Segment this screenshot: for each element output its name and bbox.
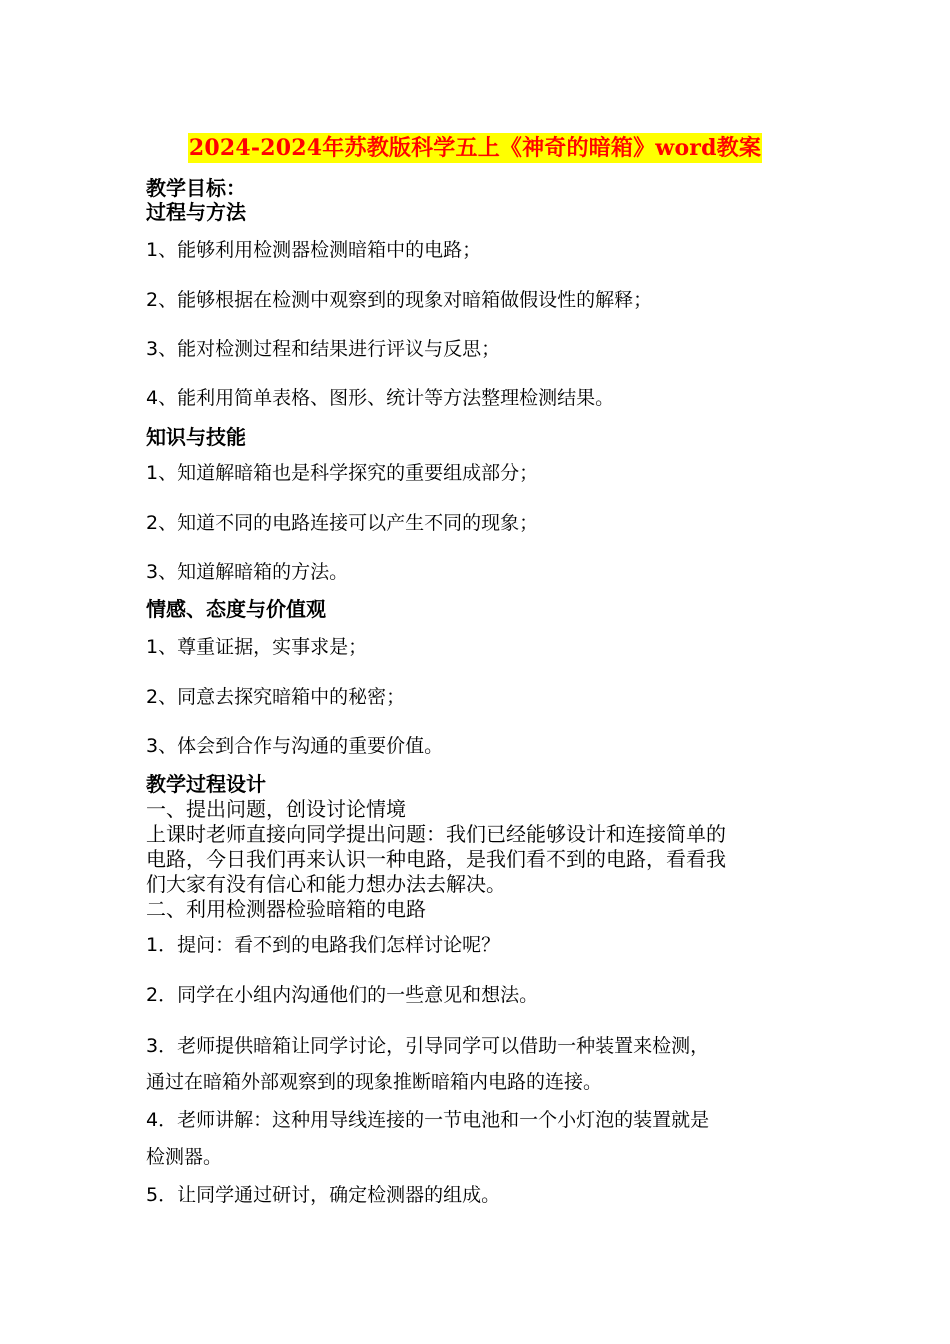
knowledge-skill-item: 3、知道解暗箱的方法。: [146, 561, 349, 583]
document-title: 2024-2024年苏教版科学五上《神奇的暗箱》word教案: [188, 135, 762, 161]
step-item: 通过在暗箱外部观察到的现象推断暗箱内电路的连接。: [146, 1071, 603, 1093]
title-container: [0, 133, 950, 163]
emotion-attitude-item: 3、体会到合作与沟通的重要价值。: [146, 735, 444, 757]
knowledge-skill-item: 1、知道解暗箱也是科学探究的重要组成部分；: [146, 462, 539, 484]
knowledge-skill-item: 2、知道不同的电路连接可以产生不同的现象；: [146, 512, 539, 534]
step-item: 1．提问：看不到的电路我们怎样讨论呢？: [146, 934, 501, 956]
emotion-attitude-item: 2、同意去探究暗箱中的秘密；: [146, 686, 406, 708]
emotion-attitude-item: 1、尊重证据，实事求是；: [146, 636, 368, 658]
step-item: 4．老师讲解：这种用导线连接的一节电池和一个小灯泡的装置就是: [146, 1109, 710, 1131]
section1-line: 们大家有没有信心和能力想办法去解决。: [146, 872, 506, 896]
objectives-heading: 教学目标：: [146, 176, 246, 200]
step-item: 2．同学在小组内沟通他们的一些意见和想法。: [146, 984, 539, 1006]
section1-title: 一、提出问题，创设讨论情境: [146, 797, 406, 821]
step-item: 3．老师提供暗箱让同学讨论，引导同学可以借助一种装置来检测，: [146, 1035, 710, 1057]
process-method-item: 1、能够利用检测器检测暗箱中的电路；: [146, 239, 482, 261]
process-method-item: 4、能利用简单表格、图形、统计等方法整理检测结果。: [146, 387, 615, 409]
step-item: 检测器。: [146, 1146, 223, 1168]
section2-title: 二、利用检测器检验暗箱的电路: [146, 897, 426, 921]
process-method-item: 3、能对检测过程和结果进行评议与反思；: [146, 338, 501, 360]
step-item: 5．让同学通过研讨，确定检测器的组成。: [146, 1184, 501, 1206]
process-method-heading: 过程与方法: [146, 200, 246, 224]
design-heading: 教学过程设计: [146, 772, 266, 796]
section1-line: 上课时老师直接向同学提出问题：我们已经能够设计和连接简单的: [146, 822, 726, 846]
emotion-attitude-heading: 情感、态度与价值观: [146, 597, 326, 621]
knowledge-skill-heading: 知识与技能: [146, 425, 246, 449]
section1-line: 电路，今日我们再来认识一种电路，是我们看不到的电路，看看我: [146, 847, 726, 871]
process-method-item: 2、能够根据在检测中观察到的现象对暗箱做假设性的解释；: [146, 289, 653, 311]
